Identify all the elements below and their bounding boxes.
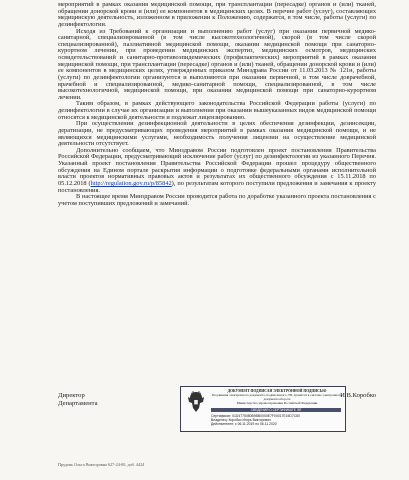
executor-footer: Прудень Ольга Викторовна 627-24-00, доб. 4424 xyxy=(58,462,145,467)
regulation-link[interactable]: http://regulation.gov.ru/p/85842 xyxy=(90,179,172,187)
paragraph-3: Таким образом, в рамках действующего законодательства Российской Федерации работы (услуги) по дезинфектологии в случае их организации и выполнения при оказании вышеуказанных видов медицинской помощи относятся к медицинской деятельности и подлежат лицензированию. xyxy=(58,100,376,121)
paragraph-5-text: Дополнительно сообщаем, что Минздравом России подготовлен проект постановления Правительства Российской Федерации, предусматривающий исключение работ (услуг) по дезинфектологии из указанного Перечня. Указанный проект постановления Правительства Российской Федерации прошел процедуру общественного обсуждения на Едином портале раскрытия информации о подготовке федеральными органами исполнительной власти проектов нормативных правовых актов и результатах их общественного обсуждения с 15.11.2018 по 05.12.2018 ( xyxy=(58,146,376,187)
paragraph-4: При осуществлении дезинфекционной деятельности в целях обеспечения дезинфекции, дезинсекции, дератизации, не предусматривающих проведения мероприятий в рамках оказания медицинской помощи, и не являющихся медицинскими услугами, необходимость получения лицензии на осуществление медицинской деятельности отсутствует. xyxy=(58,120,376,148)
paragraph-2: Исходя из Требований к организации и выполнению работ (услуг) при оказании первичной медико-санитарной, специализированной (в том числе высокотехнологичной), скорой (в том числе скорой специализированной), паллиативной медицинской помощи, оказании медицинской помощи при санаторно-курортном лечении, при проведении медицинских экспертиз, медицинских осмотров, медицинских освидетельствований и санитарно-противоэпидемических (профилактических) мероприятий в рамках оказания медицинской помощи, при трансплантации (пересадке) органов и (или) тканей, обращении донорской крови и (или) ее компонентов в медицинских целях, утвержденных приказом Минздрава России от 11.03.2013 № 121н, работы (услуги) по дезинфектологии организуются и выполняются при оказании первичной, в том числе доврачебной, врачебной и специализированной, медико-санитарной помощи, специализированной, в том числе высокотехнологичной, медицинской помощи, при оказании медицинской помощи при санаторно-курортном лечении. xyxy=(58,27,376,101)
stamp-owner: Владелец: Коробко Игорь Викторович xyxy=(211,418,271,423)
stamp-header-note: Подлинник электронного документа, подписанного ЭП, хранится в системе электронного документооборота xyxy=(212,393,342,402)
position-line-2: Департамента xyxy=(58,400,98,407)
paragraph-1: мероприятий в рамках оказания медицинской помощи, при трансплантации (пересадке) органов и (или) тканей, обращении донорской крови и (или) ее компонентов в медицинских целях. В перечне работ (услуг), составляющих медицинскую деятельность, изложенном в приложении к Положению, содержатся, в том числе, работы (услуги) по дезинфектологии. xyxy=(58,1,376,28)
stamp-certificate: Сертификат: 01D4775080B9BB0000E7F00017E15D7C80 xyxy=(211,414,300,418)
stamp-validity: Действителен: с 06.11.2019 по 06.11.2020 xyxy=(211,422,277,427)
stamp-header-title: ДОКУМЕНТ ПОДПИСАН ЭЛЕКТРОННОЙ ПОДПИСЬЮ xyxy=(227,389,327,393)
signer-position xyxy=(58,392,98,408)
stamp-header-ministry: Министерство здравоохранения Российской Федерации xyxy=(236,401,318,406)
stamp-details xyxy=(211,414,343,427)
paragraph-6: В настоящее время Минздравом России проводится работа по доработке указанного проекта постановления с учетом поступивших предложений и замечаний. xyxy=(58,193,376,207)
letter-body xyxy=(58,2,376,207)
coat-of-arms-icon xyxy=(185,390,207,414)
paragraph-5 xyxy=(58,148,376,194)
position-line-1: Директор xyxy=(58,392,85,399)
electronic-signature-stamp xyxy=(180,386,346,432)
stamp-certificate-bar: СВЕДЕНИЯ О СЕРТИФИКАТЕ ЭП xyxy=(211,408,341,412)
signer-name: И.В.Коробко xyxy=(340,392,376,399)
signature-block xyxy=(58,386,378,426)
paragraph-5-tail: ), по результатам которого поступили предложения и замечания к проекту постановления. xyxy=(58,179,376,194)
stamp-header xyxy=(211,389,343,405)
